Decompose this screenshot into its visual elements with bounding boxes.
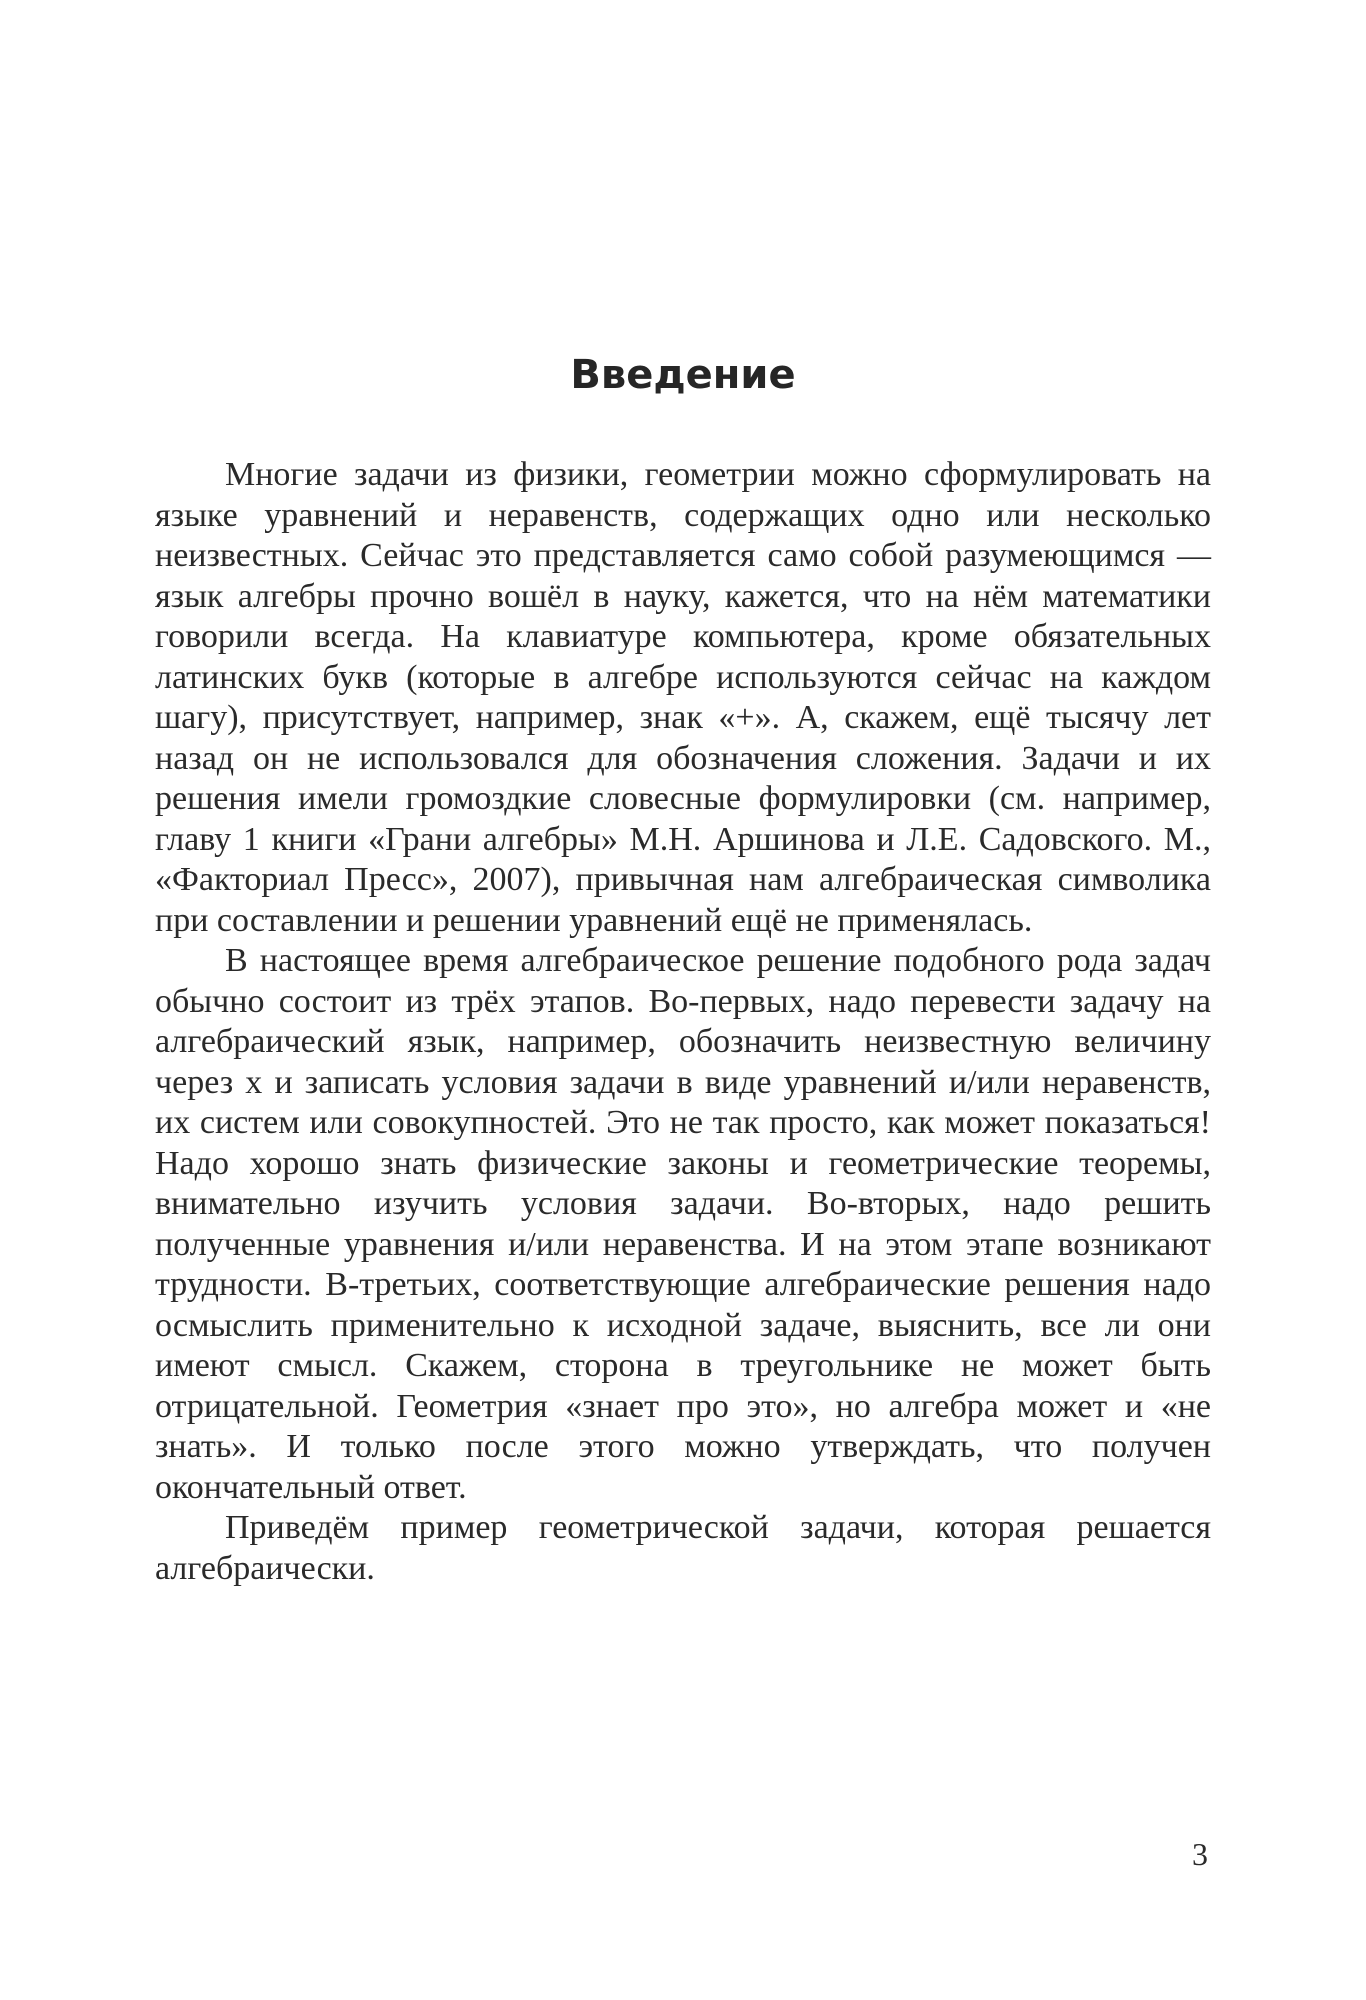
paragraph-2: В настоящее время алгебраическое решение подобного рода задач обычно состоит из трёх этапов. Во-первых, надо перевести задачу на алгебраический язык, например, обозначить неизвестную величину через x и записать условия задачи в виде уравнений и/или неравенств, их систем или совокупностей. Это не так просто, как может показаться! Надо хорошо знать физические законы и геометрические теоремы, внимательно изучить условия задачи. Во-вторых, надо решить полученные уравнения и/или неравенства. И на этом этапе возникают трудности. В-третьих, соответствующие алгебраические решения надо осмыслить применительно к исходной задаче, выяснить, все ли они имеют смысл. Скажем, сторона в треугольнике не может быть отрицательной. Геометрия «знает про это», но алгебра может и «не знать». И только после этого можно утверждать, что получен окончательный ответ. — [155, 942, 1211, 1506]
body-text — [155, 455, 1211, 1589]
page-number: 3 — [1192, 1836, 1208, 1872]
paragraph-1: Многие задачи из физики, геометрии можно сформулировать на языке уравнений и неравенств, содержащих одно или несколько неизвестных. Сейчас это представляется само собой разумеющимся — язык алгебры прочно вошёл в науку, кажется, что на нём математики говорили всегда. На клавиатуре компьютера, кроме обязательных латинских букв (которые в алгебре используются сейчас на каждом шагу), присутствует, например, знак «+». А, скажем, ещё тысячу лет назад он не использовался для обозначения сложения. Задачи и их решения имели громоздкие словесные формулировки (см. например, главу 1 книги «Грани алгебры» М.Н. Аршинова и Л.Е. Садовского. М., «Факториал Пресс», 2007), привычная нам алгебраическая символика при составлении и решении уравнений ещё не применялась. — [155, 456, 1211, 939]
paragraph-3: Приведём пример геометрической задачи, которая решается алгебраически. — [155, 1509, 1211, 1587]
page-title: Введение — [570, 352, 796, 398]
